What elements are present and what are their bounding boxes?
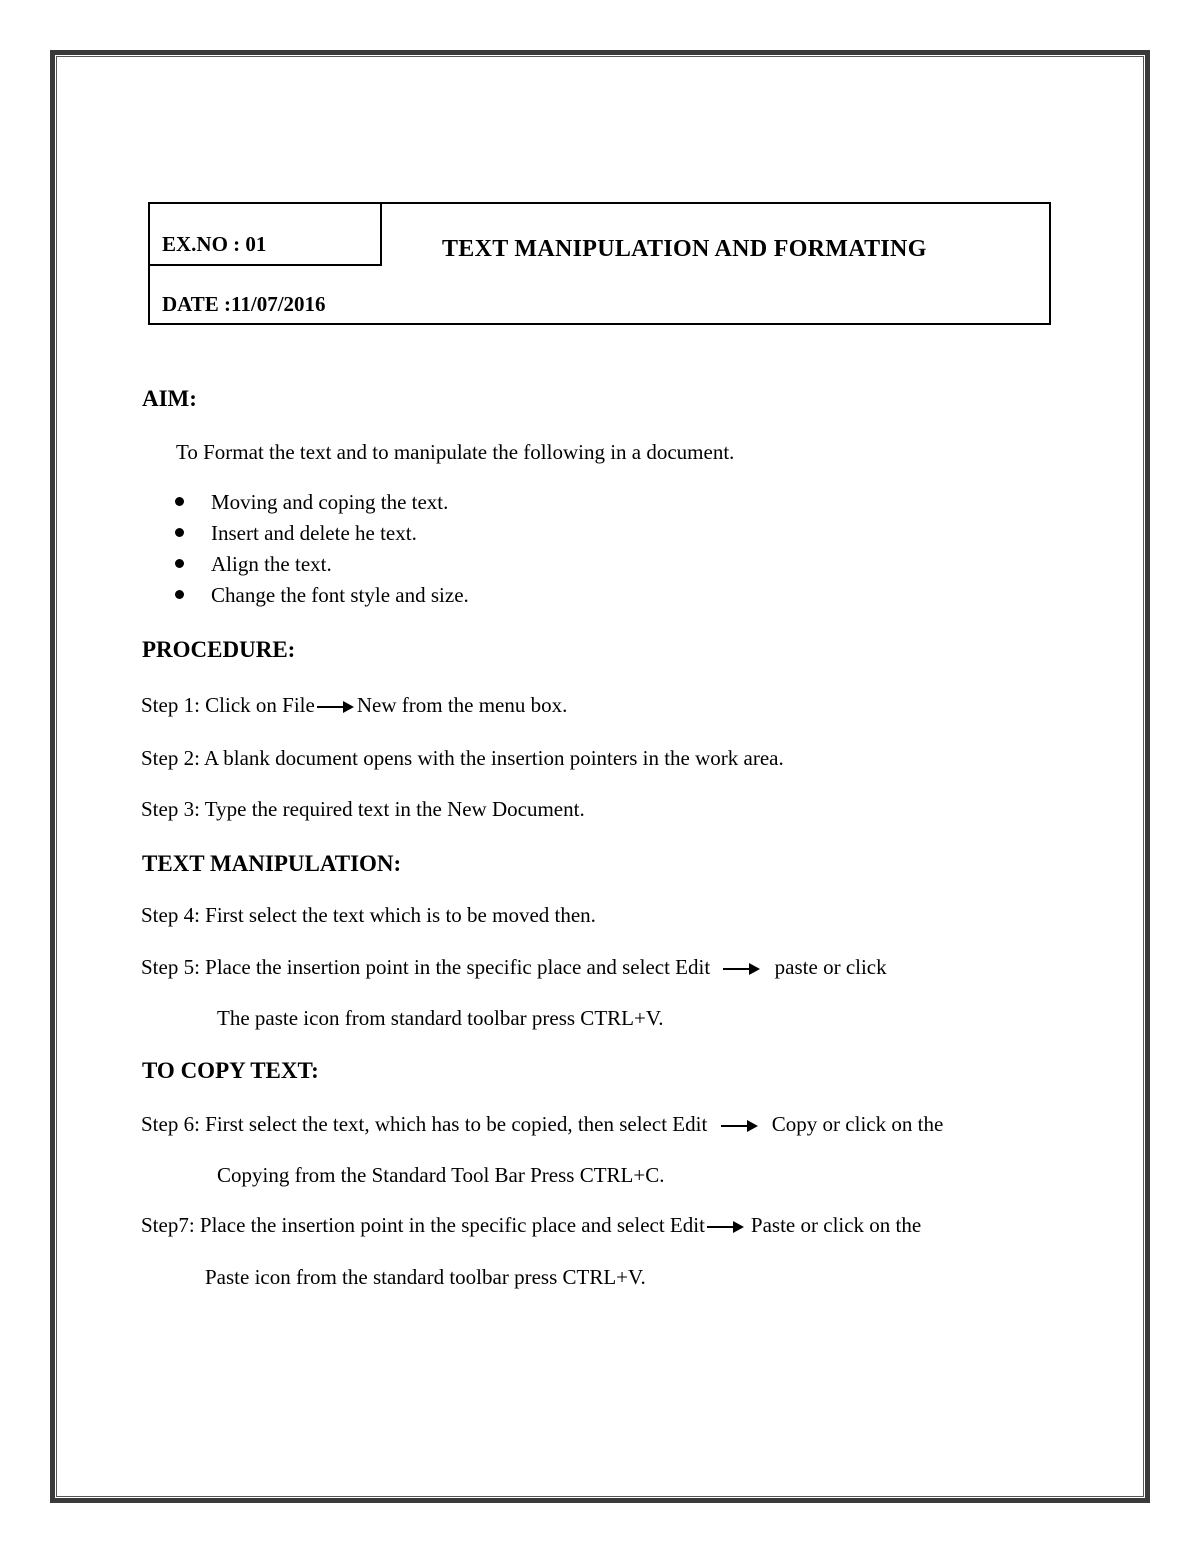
step-7 [141,1215,921,1236]
step-1 [141,695,567,716]
step-6-text-cont: Copy or click on the [771,1112,944,1136]
step-5-text: Step 5: Place the insertion point in the specific place and select Edit [141,955,711,979]
step-3: Step 3: Type the required text in the New Document. [141,797,585,821]
aim-bullet-3: Align the text. [211,552,332,576]
step-1-text: Step 1: Click on File [141,693,315,717]
step-7-text: Step7: Place the insertion point in the specific place and select Edit [141,1213,705,1237]
right-arrow-icon [707,1221,745,1233]
procedure-heading: PROCEDURE: [142,637,296,662]
step-5-continuation: The paste icon from standard toolbar press CTRL+V. [217,1006,664,1030]
copy-text-heading: TO COPY TEXT: [142,1058,319,1083]
right-arrow-icon [723,963,761,975]
bullet-dot [175,497,184,506]
step-7-text-cont: Paste or click on the [750,1213,922,1237]
aim-heading: AIM: [142,386,197,411]
aim-bullet-1: Moving and coping the text. [211,490,449,514]
aim-intro: To Format the text and to manipulate the following in a document. [176,440,735,464]
aim-bullet-4: Change the font style and size. [211,583,469,607]
right-arrow-icon [317,701,355,713]
bullet-dot [175,528,184,537]
text-manipulation-heading: TEXT MANIPULATION: [142,851,402,876]
document-title: TEXT MANIPULATION AND FORMATING [442,236,927,262]
right-arrow-icon [721,1120,759,1132]
bullet-dot [175,559,184,568]
step-6 [141,1114,943,1135]
step-6-continuation: Copying from the Standard Tool Bar Press CTRL+C. [217,1163,665,1187]
step-2: Step 2: A blank document opens with the insertion pointers in the work area. [141,746,784,770]
step-5-text-cont: paste or click [774,955,887,979]
exercise-date: DATE :11/07/2016 [162,292,326,316]
step-4: Step 4: First select the text which is to be moved then. [141,903,596,927]
bullet-dot [175,590,184,599]
step-6-text: Step 6: First select the text, which has to be copied, then select Edit [141,1112,708,1136]
exercise-number: EX.NO : 01 [162,232,267,256]
header-box [148,202,1051,325]
step-7-continuation: Paste icon from the standard toolbar press CTRL+V. [205,1265,646,1289]
aim-bullet-2: Insert and delete he text. [211,521,417,545]
step-5 [141,957,887,978]
step-1-text-cont: New from the menu box. [356,693,568,717]
